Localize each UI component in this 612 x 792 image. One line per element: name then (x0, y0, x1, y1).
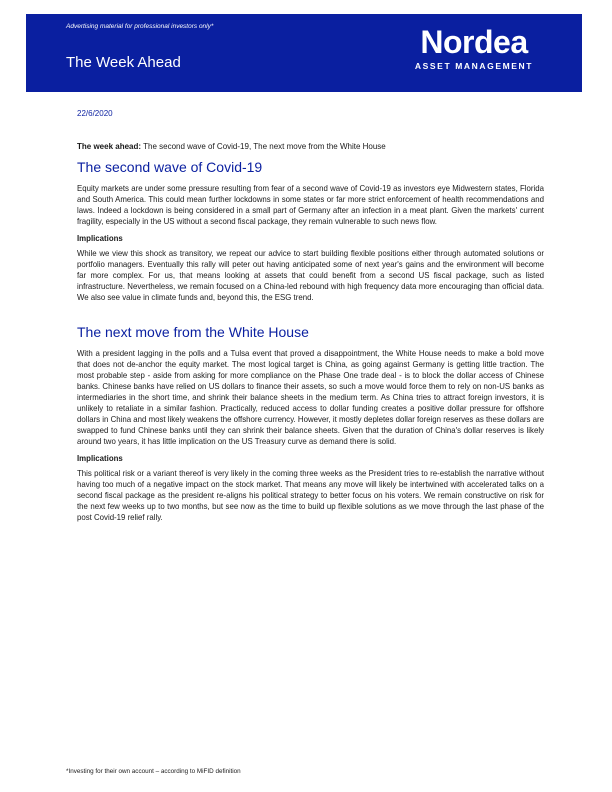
section-covid-paragraph: Equity markets are under some pressure resulting from fear of a second wave of Covid-19 as investors eye Midwestern states, Florida and South America. This could mean further lockdowns in some states or far more strict enforcement of health recommendations and laws. Indeed a lockdown is being considered in a small part of Germany after an infection in a meat plant. Given the markets' current fragility, especially in the US without a second fiscal package, they remain vulnerable to such news flow. (77, 184, 544, 226)
page-title: The Week Ahead (66, 54, 181, 71)
header-banner (26, 14, 582, 92)
section-heading-white-house: The next move from the White House (77, 324, 309, 340)
footnote: *Investing for their own account – according to MiFID definition (66, 768, 241, 775)
section-covid-implications-paragraph: While we view this shock as transitory, we repeat our advice to start building flexible positions either through automated solutions or portfolio managers. Eventually this rally will peter out having anticipated some of next year's gains and the environment will become far more complex. For us, that means looking at assets that could benefit from a second US fiscal package, such as listed infrastructure. Nevertheless, we remain focused on a China-led rebound with high frequency data more encouraging than official data. We also see value in climate funds and, beyond this, the ESG trend. (77, 249, 544, 302)
disclaimer-text: Advertising material for professional investors only* (66, 23, 214, 30)
section-white-house-implications-paragraph: This political risk or a variant thereof is very likely in the coming three weeks as the President tries to re-establish the narrative without having too much of a negative impact on the stock market. That means any move will likely be intertwined with accelerated talks on a second fiscal package as the president re-aligns his political strategy to better focus on his voters. We remain constructive on risk for the next few weeks up to two months, but see now as the time to build up flexible solutions as we move through the last phase of the post Covid-19 relief rally. (77, 469, 544, 522)
section-white-house-paragraph: With a president lagging in the polls and a Tulsa event that proved a disappointment, the White House needs to make a bold move that does not de-anchor the equity market. The most logical target is China, as going against Germany is getting little traction. The most probable step - aside from asking for more compliance on the Phase One trade deal - is to block the dollar access of Chinese banks. Chinese banks have relied on US dollars to finance their assets, so such a move would force them to rely on non-US banks as intermediaries in the short time, and shrink their balance sheets in the medium term. As China tries to attract foreign investors, it is unlikely to retaliate in a similar fashion. Practically, reduced access to dollar funding creates a positive dollar pressure for offshore dollars in China and most likely weakens the offshore currency. However, it mostly depletes dollar foreign reserves as these dollars are swapped to fund Chinese banks until they can shrink their balance sheets. Given that the duration of China's dollar reserves is likely around two years, it has little implication on the US Treasury curve as demand there is solid. (77, 349, 544, 446)
section-white-house-implications-heading: Implications (77, 454, 123, 463)
intro-text: The second wave of Covid-19, The next move from the White House (141, 142, 386, 151)
intro-line (77, 141, 544, 152)
document-body (77, 108, 544, 529)
document-date: 22/6/2020 (77, 109, 113, 118)
logo-subtitle: ASSET MANAGEMENT (414, 61, 534, 71)
intro-label: The week ahead: (77, 142, 142, 151)
section-covid-implications-heading: Implications (77, 234, 123, 243)
section-spacer (77, 309, 544, 323)
section-heading-covid: The second wave of Covid-19 (77, 159, 263, 175)
nordea-logo (404, 24, 544, 71)
logo-wordmark: Nordea (420, 24, 528, 60)
